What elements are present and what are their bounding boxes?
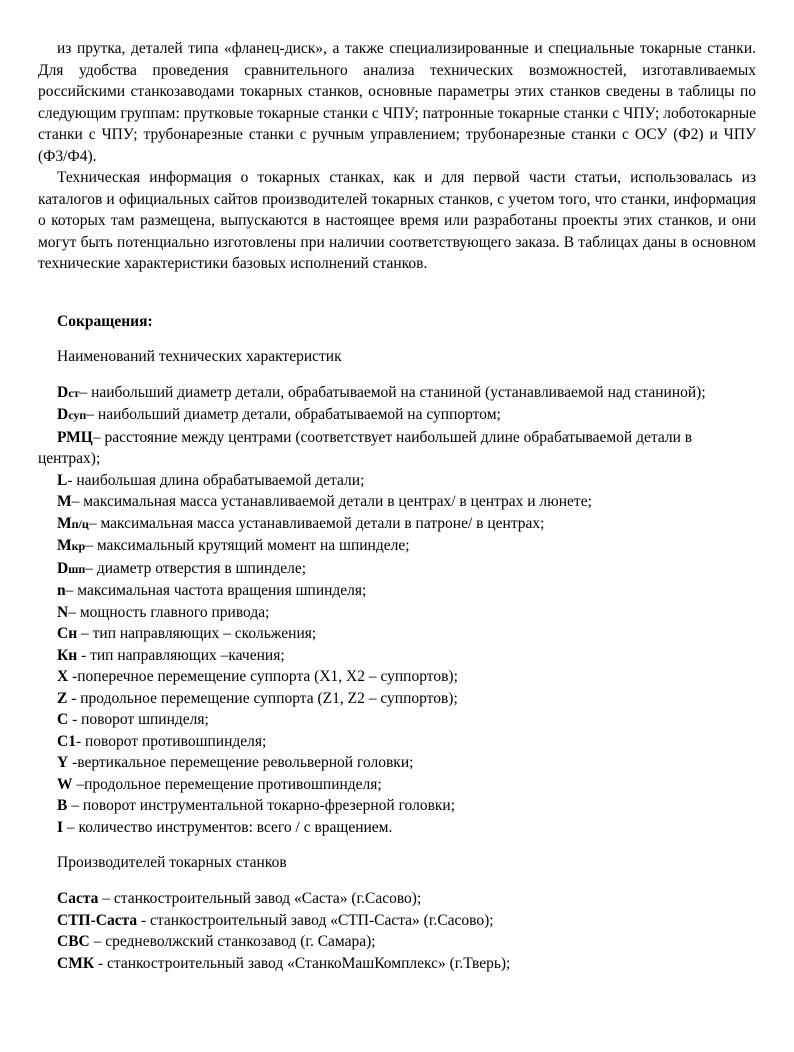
- definition-term-main: Y: [57, 754, 69, 771]
- definition-term: [57, 582, 66, 599]
- definition-item: [38, 427, 756, 470]
- definition-text: - станкостроительный завод «СТП-Саста» (г.Сасово);: [137, 911, 494, 929]
- manufacturers-title: Производителей токарных станков: [57, 854, 287, 871]
- definition-text: - тип направляющих –качения;: [77, 646, 285, 664]
- definition-item: [38, 774, 756, 796]
- definition-term: [57, 776, 73, 793]
- definition-term-subscript: ст: [68, 385, 80, 400]
- definition-item: [38, 513, 756, 536]
- definition-term: [57, 711, 68, 728]
- definition-text: -поперечное перемещение суппорта (X1, X2 – суппортов);: [68, 668, 458, 685]
- definition-text: – максимальная частота вращения шпинделя;: [65, 582, 367, 599]
- definition-term-main: РМЦ: [57, 428, 93, 446]
- definition-term-main: СМК: [57, 954, 95, 972]
- definition-item: [38, 688, 756, 710]
- definition-item: [38, 382, 756, 405]
- definition-term: [57, 912, 137, 929]
- definition-term: [57, 625, 77, 642]
- definition-text: – диаметр отверстия в шпинделе;: [85, 559, 307, 577]
- definition-text: - поворот шпинделя;: [68, 711, 209, 728]
- definition-item: [38, 535, 756, 558]
- manufacturers-list: [38, 888, 756, 974]
- definition-item: [38, 470, 756, 492]
- definition-term: [57, 733, 76, 750]
- definition-term-main: M: [57, 493, 72, 510]
- definition-text: -вертикальное перемещение револьверной головки;: [68, 754, 414, 771]
- spacer: [38, 275, 756, 311]
- definition-text: – средневолжский станкозавод (г. Самара);: [89, 933, 376, 950]
- definition-text: – максимальный крутящий момент на шпинделе;: [85, 537, 410, 554]
- definition-term: [57, 668, 68, 685]
- definition-term: [57, 955, 94, 972]
- definition-term: [57, 384, 79, 401]
- definition-text: – поворот инструментальной токарно-фрезерной головки;: [67, 797, 456, 814]
- document-page: [38, 38, 756, 974]
- definition-term-main: W: [57, 775, 73, 793]
- definition-term: [57, 493, 72, 510]
- definition-item: [38, 709, 756, 731]
- definition-item: [38, 645, 756, 667]
- definition-term-main: C1: [57, 732, 76, 750]
- definition-term-subscript: кр: [71, 539, 86, 553]
- definition-term-main: D: [57, 559, 69, 577]
- definition-term: [57, 604, 68, 621]
- definition-term-subscript: шп: [68, 561, 86, 576]
- definition-item: [38, 731, 756, 753]
- definition-item: [38, 623, 756, 645]
- definition-term: [57, 515, 89, 532]
- definition-text: – станкостроительный завод «Саста» (г.Сасово);: [98, 890, 422, 907]
- definition-term: [57, 797, 67, 814]
- definition-item: [38, 580, 756, 602]
- definition-term: [57, 537, 85, 554]
- definition-term-main: СВС: [57, 933, 90, 950]
- definition-item: [38, 931, 756, 953]
- definition-text: – расстояние между центрами (соответствует наибольшей длине обрабатываемой детали в центрах);: [38, 428, 693, 467]
- definition-item: [38, 602, 756, 624]
- definition-term-main: D: [57, 383, 69, 401]
- definition-term-main: N: [57, 603, 69, 621]
- definition-term: [57, 472, 67, 489]
- definition-text: – наибольший диаметр детали, обрабатываемой на суппортом;: [86, 406, 501, 423]
- definition-text: –продольное перемещение противошпинделя;: [72, 775, 382, 793]
- definition-text: – мощность главного привода;: [68, 603, 270, 621]
- definition-text: - поворот противошпинделя;: [75, 732, 267, 750]
- definition-term: [57, 429, 93, 446]
- definition-item: [38, 910, 756, 932]
- definition-term-main: D: [57, 406, 69, 423]
- definition-term: [57, 690, 67, 707]
- definition-text: – тип направляющих – скольжения;: [77, 625, 317, 642]
- definition-item: [38, 817, 756, 839]
- definition-term-main: Саста: [57, 890, 99, 907]
- definition-term: [57, 754, 68, 771]
- definition-item: [38, 558, 756, 581]
- definition-term: [57, 933, 90, 950]
- body-paragraph: из прутка, деталей типа «фланец-диск», а также специализированные и специальные токарные станки. Для удобства проведения сравнительного анализа технических возможностей, изготавливаемых российскими станкозаводами токарных станков, основные параметры этих станков сведены в таблицы по следующим группам: прутковые токарные станки с ЧПУ; патронные токарные станки с ЧПУ; лоботокарные станки с ЧПУ; трубонарезные станки с ручным управлением; трубонарезные станки с ОСУ (Ф2) и ЧПУ (Ф3/Ф4).: [38, 40, 756, 165]
- definition-text: - станкостроительный завод «СтанкоМашКомплекс» (г.Тверь);: [94, 954, 511, 972]
- characteristics-list: [38, 382, 756, 839]
- definition-item: [38, 888, 756, 910]
- definition-text: – количество инструментов: всего / с вращением.: [63, 818, 393, 836]
- definition-term-subscript: суп: [68, 408, 87, 422]
- definition-term: [57, 560, 85, 577]
- definition-text: – максимальная масса устанавливаемой детали в центрах/ в центрах и люнете;: [71, 493, 592, 510]
- definition-term-main: Кн: [57, 646, 78, 664]
- definition-term-main: n: [57, 582, 66, 599]
- definition-text: - продольное перемещение суппорта (Z1, Z2 – суппортов);: [67, 689, 458, 707]
- definition-term-main: M: [57, 514, 72, 532]
- abbreviations-heading: Сокращения:: [57, 312, 153, 330]
- definition-item: [38, 666, 756, 688]
- definition-term-main: C: [57, 711, 69, 728]
- definition-item: [38, 404, 756, 427]
- definition-term: [57, 406, 86, 423]
- definition-term: [57, 890, 98, 907]
- definition-term-main: B: [57, 797, 68, 814]
- definition-item: [38, 795, 756, 817]
- definition-text: - наибольшая длина обрабатываемой детали;: [67, 471, 365, 489]
- definition-term-main: X: [57, 668, 69, 685]
- definition-term-main: I: [57, 818, 64, 836]
- definition-term-main: Cн: [57, 625, 78, 642]
- definition-term-main: СТП-Саста: [57, 911, 138, 929]
- body-paragraph: Техническая информация о токарных станках, как и для первой части статьи, использовалась из каталогов и официальных сайтов производителей токарных станков, с учетом того, что станки, информация о которых там размещена, выпускаются в настоящее время или разработаны проекты этих станков, и они могут быть потенциально изготовлены при наличии соответствующего заказа. В таблицах даны в основном технические характеристики базовых исполнений станков.: [38, 169, 756, 272]
- definition-item: [38, 491, 756, 513]
- definition-item: [38, 752, 756, 774]
- definition-term-main: Z: [57, 689, 68, 707]
- definition-text: – максимальная масса устанавливаемой детали в патроне/ в центрах;: [88, 514, 545, 532]
- definition-term-subscript: п/ц: [71, 516, 89, 531]
- definition-term: [57, 647, 77, 664]
- definition-text: – наибольший диаметр детали, обрабатываемой на станиной (устанавливаемой над станиной);: [79, 383, 706, 401]
- definition-item: [38, 953, 756, 975]
- definition-term-main: M: [57, 537, 72, 554]
- definition-term-main: L: [57, 471, 68, 489]
- characteristics-title: Наименований технических характеристик: [57, 347, 342, 365]
